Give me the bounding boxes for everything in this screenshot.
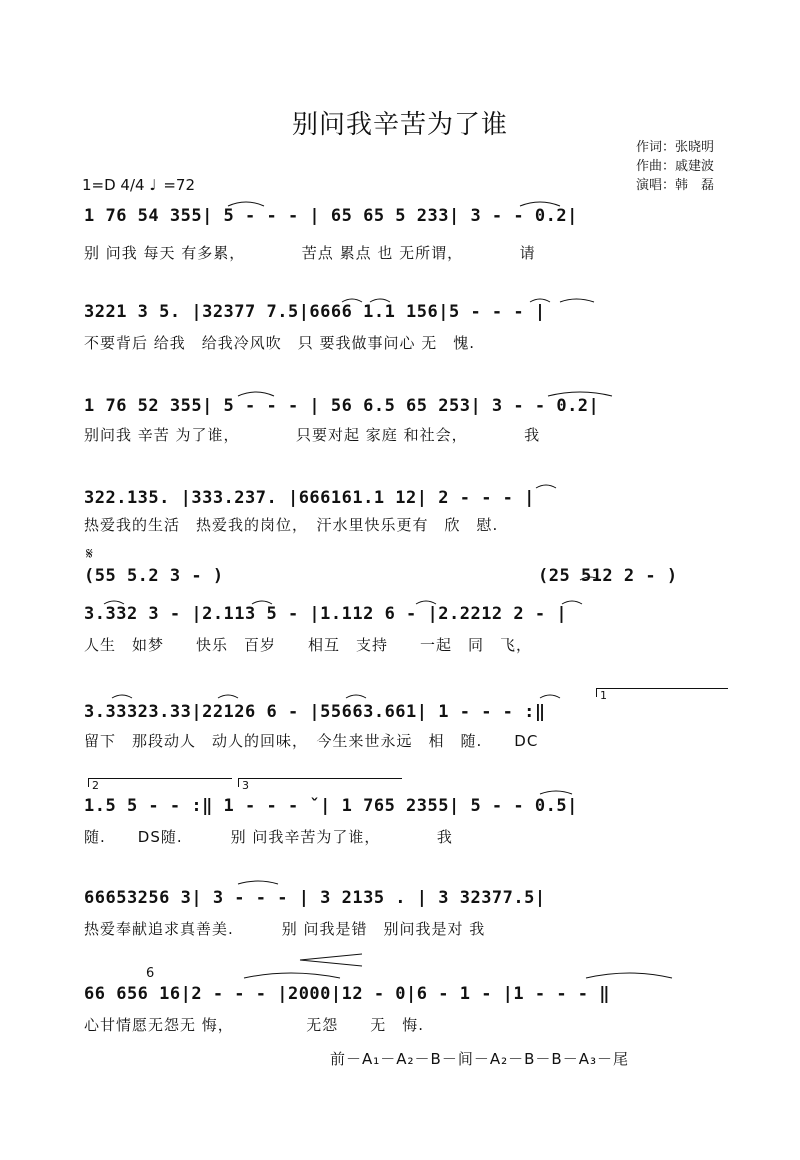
slur-mark [342,299,362,302]
slur-mark [238,392,274,396]
crescendo-mark [300,954,362,966]
slur-mark [540,695,560,698]
slur-mark [536,485,556,488]
composer-credit: 作曲：戚建波 [636,159,715,174]
intro-phrase-2: (25 512 2 - ) [538,566,678,586]
tuplet-mark: 6 [146,966,155,981]
notation-row-1: 1 76 54 355| 5 - - - | 65 65 5 233| 3 - - 0.2| [84,206,578,226]
notation-row-6: 3.33323.33|22126 6 - |55663.661| 1 - - - :‖ [84,702,546,722]
slur-mark [560,299,594,302]
lyric-row-8: 热爱奉献追求真善美. 别 问我是错 别问我是对 我 [84,920,486,938]
intro-phrase-1: (55 5.2 3 - ) [84,566,224,586]
slur-mark [228,202,264,206]
slur-mark [548,392,612,396]
notation-row-2: 3221 3 5. |32377 7.5|6666 1.1 156|5 - - - | [84,302,546,322]
slur-mark [540,791,572,794]
slur-mark [416,601,436,604]
slur-mark [218,695,238,698]
segno-icon: 𝄋 [86,544,93,563]
slur-mark [112,695,132,698]
lyric-row-5: 人生 如梦 快乐 百岁 相互 支持 一起 同 飞， [84,636,533,654]
lyric-row-6: 留下 那段动人 动人的回味， 今生来世永远 相 随. DC [84,732,539,750]
volta-1: 1 [596,688,728,697]
notation-row-5: 3.332 3 - |2.113 5 - |1.112 6 - |2.2212 2 - | [84,604,568,624]
quarter-note-icon: ♩ [149,176,157,194]
notation-row-8: 66653256 3| 3 - - - | 3 2135 . | 3 32377.5| [84,888,546,908]
slur-mark [580,577,600,580]
slur-mark [562,601,582,604]
page-title: 别问我辛苦为了谁 [291,110,508,140]
singer-credit: 演唱：韩 磊 [636,178,715,193]
lyric-row-3: 别问我 辛苦 为了谁， 只要对起 家庭 和社会， 我 [84,426,541,444]
key-time: 1=D 4/4 [82,176,145,194]
volta-3: 3 [238,778,402,787]
slur-mark [244,973,340,978]
volta-2: 2 [88,778,232,787]
slur-mark [530,299,550,302]
lyric-row-2: 不要背后 给我 给我冷风吹 只 要我做事问心 无 愧. [84,334,476,352]
slur-mark [252,601,272,604]
slur-mark [238,881,278,884]
slur-mark [520,202,560,206]
lyricist-credit: 作词：张晓明 [636,140,715,155]
structure-footer: 前－A₁－A₂－B－间－A₂－B－B－A₃－尾 [330,1050,629,1068]
slur-mark [586,973,672,978]
notation-row-4: 322.135. |333.237. |666161.1 12| 2 - - - | [84,488,535,508]
lyric-row-1: 别 问我 每天 有多累， 苦点 累点 也 无所谓， 请 [84,244,536,262]
notation-row-7: 1.5 5 - - :‖ 1 - - - ˇ| 1 765 2355| 5 - - 0.5| [84,796,578,816]
slur-mark [370,299,390,302]
lyric-row-4: 热爱我的生活 热爱我的岗位， 汗水里快乐更有 欣 慰. [84,516,499,534]
lyric-row-7: 随. DS随. 别 问我辛苦为了谁， 我 [84,828,453,846]
notation-row-9: 66 656 16|2 - - - |2000|12 - 0|6 - 1 - |1 - - - ‖ [84,984,611,1004]
notation-row-3: 1 76 52 355| 5 - - - | 56 6.5 65 253| 3 - - 0.2| [84,396,600,416]
lyric-row-9: 心甘情愿无怨无 悔， 无怨 无 悔. [84,1016,425,1034]
tempo: =72 [163,176,196,194]
slur-mark [346,695,366,698]
slur-mark [104,601,124,604]
